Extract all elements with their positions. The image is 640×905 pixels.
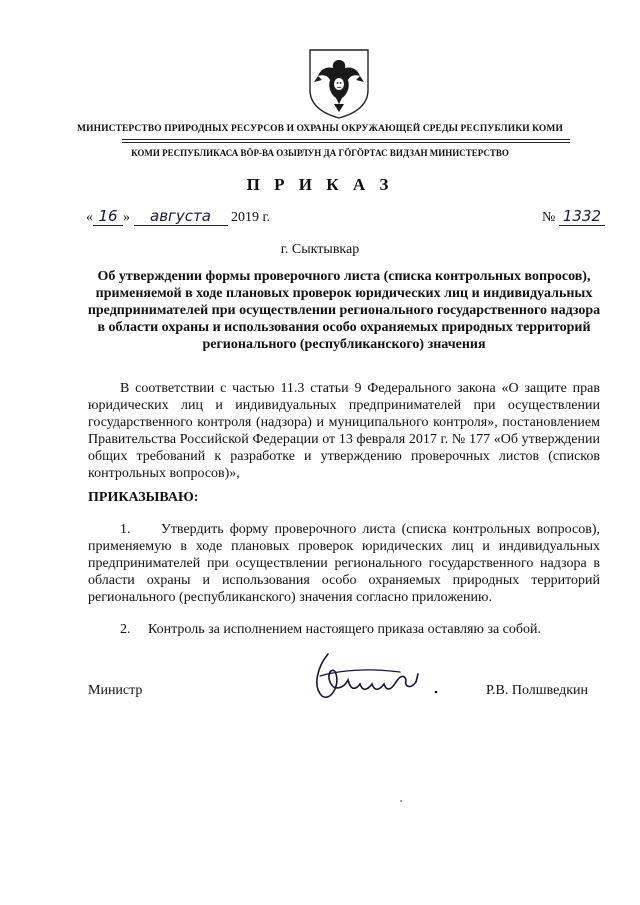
header-rule-top [122, 139, 570, 140]
date-month: августа [134, 207, 228, 226]
order-word: ПРИКАЗЫВАЮ: [88, 490, 199, 505]
ministry-name-ru: МИНИСТЕРСТВО ПРИРОДНЫХ РЕСУРСОВ И ОХРАНЫ ОКРУЖАЮЩЕЙ СРЕДЫ РЕСПУБЛИКИ КОМИ [77, 124, 563, 134]
order-item-2: 2. Контроль за исполнением настоящего приказа оставляю за собой. [120, 622, 542, 637]
signer-name: Р.В. Полшведкин [486, 683, 589, 698]
signer-title: Министр [88, 683, 143, 698]
document-title: Об утверждении формы проверочного листа (списка контрольных вопросов), применяемой в ходе плановых проверок юридических лиц и индивидуальных предпринимателей при осуществлении регионального государственного надзора в области охраны и использования особо охраняемых природных территорий регионального (республиканского) значения [87, 269, 601, 352]
document-number [542, 207, 605, 226]
handwritten-signature [300, 646, 450, 706]
order-item-1: 1. Утвердить форму проверочного листа (списка контрольных вопросов), применяемую в ходе плановых проверок юридических лиц и индивидуальных предпринимателей при осуществлении регионального государственного надзора в области охраны и использования особо охраняемых природных территорий регионального (республиканского) значения согласно приложению. [88, 522, 600, 605]
scan-speck [400, 800, 402, 802]
document-city: г. Сыктывкар [280, 242, 360, 257]
date-year: 2019 г. [231, 210, 271, 225]
ministry-name-komi: КОМИ РЕСПУБЛИКАСА ВӦР-ВА ОЗЫРЛУН ДА ГӦГӦРТАС ВИДЗАН МИНИСТЕРСТВО [131, 148, 509, 158]
header-rule-bottom [122, 142, 570, 143]
number-label: № [542, 210, 556, 225]
date-open-quote: « [86, 210, 93, 225]
preamble-paragraph: В соответствии с частью 11.3 статьи 9 Федерального закона «О защите прав юридических лиц и индивидуальных предпринимателей при осуществлении государственного контроля (надзора) и муниципального контроля», постановлением Правительства Российской Федерации от 13 февраля 2017 г. № 177 «Об утверждении общих требований к разработке и утверждению проверочных листов (списков контрольных вопросов)», [88, 381, 600, 481]
document-type: П Р И К А З [246, 175, 394, 194]
coat-of-arms-icon [304, 46, 374, 120]
date-close-quote: » [123, 210, 130, 225]
document-date [86, 207, 270, 226]
number-value: 1332 [559, 207, 605, 226]
date-day: 16 [93, 207, 123, 226]
